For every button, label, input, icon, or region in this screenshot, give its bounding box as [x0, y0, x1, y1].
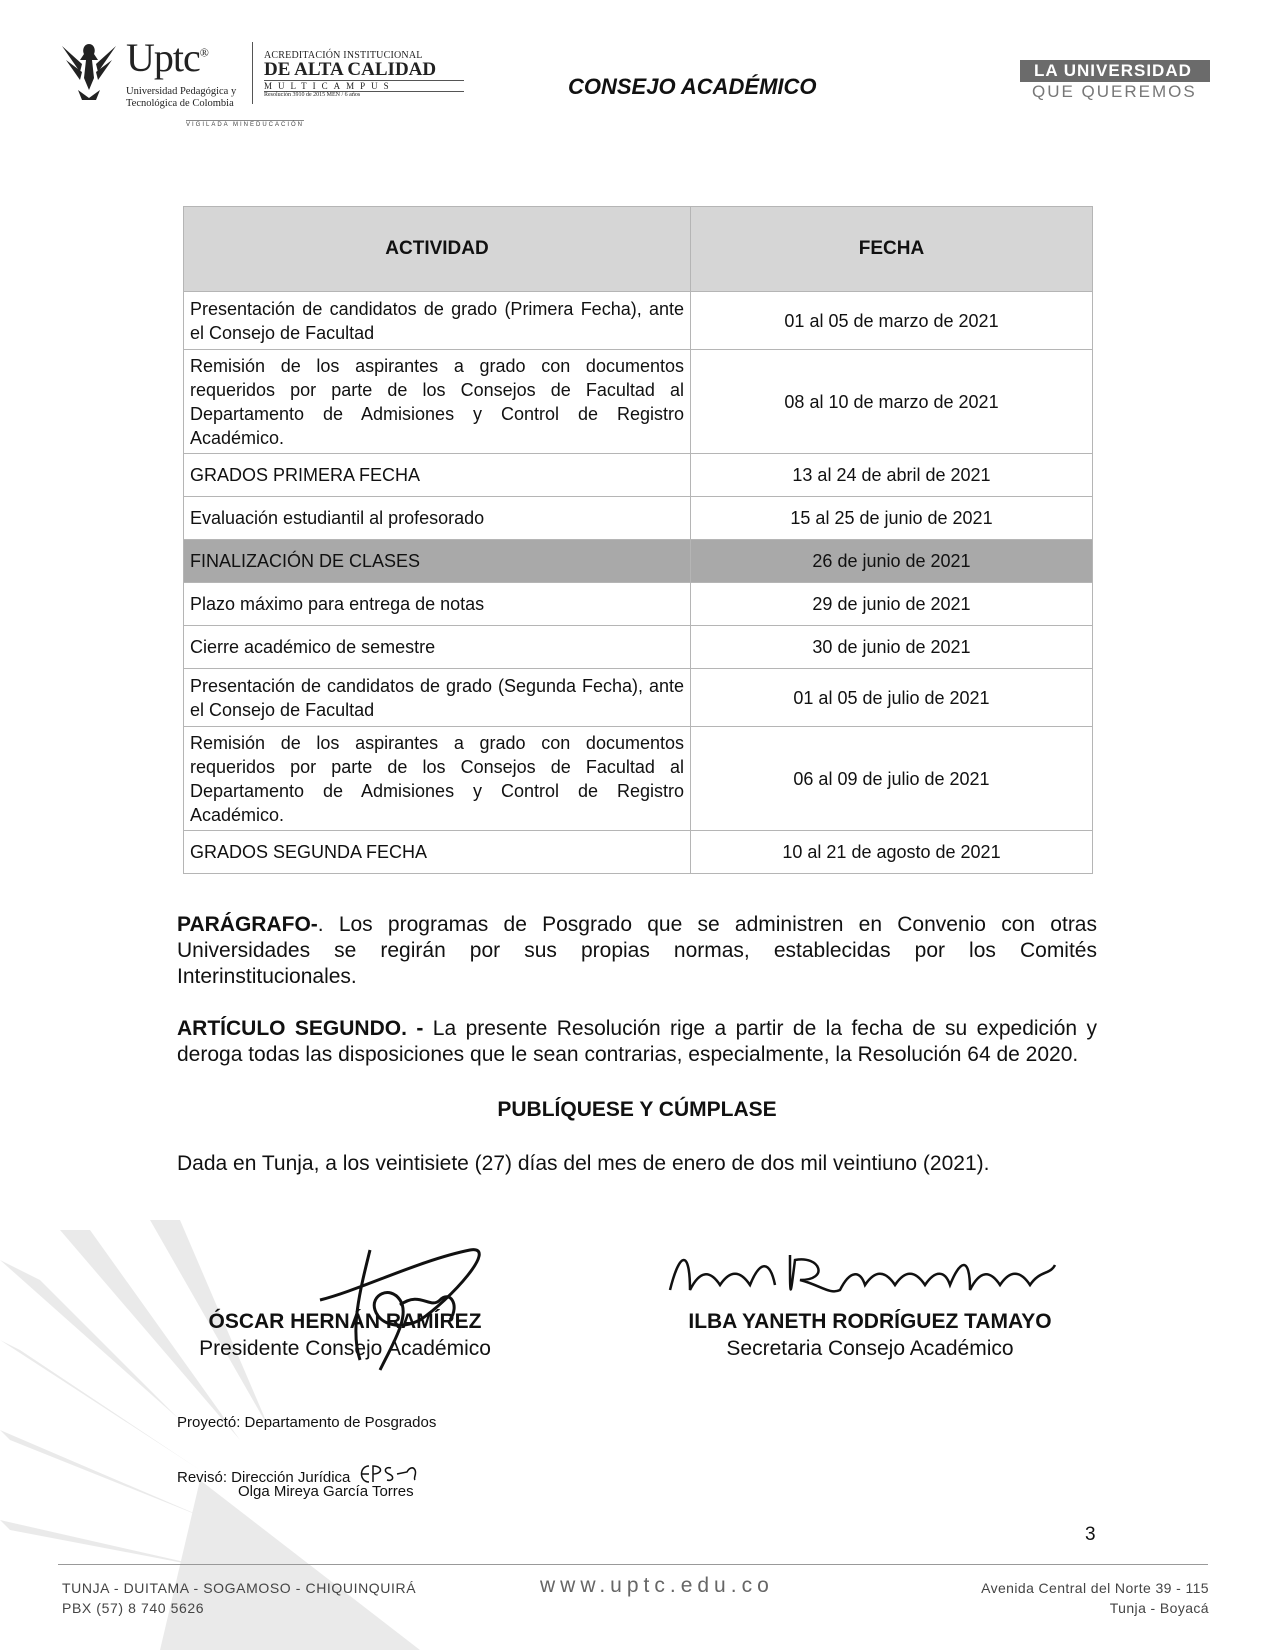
table-row: [184, 669, 1093, 727]
articulo-segundo: [177, 1016, 1097, 1068]
footer-divider: [58, 1564, 1208, 1565]
activity-cell: FINALIZACIÓN DE CLASES: [184, 540, 691, 583]
activity-cell: Remisión de los aspirantes a grado con documentos requeridos por parte de los Consejos de Facultad al Departamento de Admisiones y Control de Registro Académico.: [184, 727, 691, 831]
accreditation-line3: MULTICAMPUS: [264, 80, 464, 92]
footer-city: Tunja - Boyacá: [1109, 1600, 1209, 1616]
signer-right-name: ILBA YANETH RODRÍGUEZ TAMAYO: [688, 1310, 1052, 1333]
articulo-text: La presente Resolución rige a partir de la fecha de su expedición y deroga todas las disposiciones que le sean contrarias, especialmente, la Resolución 64 de 2020.: [177, 1017, 1097, 1066]
slogan: [1020, 60, 1210, 102]
date-cell: 29 de junio de 2021: [691, 583, 1093, 626]
logo-divider: [252, 42, 253, 104]
accreditation-line1: ACREDITACIÓN INSTITUCIONAL: [264, 50, 423, 61]
activity-cell: GRADOS PRIMERA FECHA: [184, 454, 691, 497]
calendar-table: [183, 206, 1093, 874]
table-row: [184, 292, 1093, 350]
footer-right: [981, 1578, 1209, 1618]
signer-left-role: Presidente Consejo Académico: [199, 1337, 491, 1360]
signer-right-role: Secretaria Consejo Académico: [726, 1337, 1014, 1360]
footer-cities: TUNJA - DUITAMA - SOGAMOSO - CHIQUINQUIRÁ: [62, 1580, 417, 1596]
page-title: CONSEJO ACADÉMICO: [568, 74, 817, 99]
page-number: 3: [1085, 1524, 1096, 1545]
table-row: [184, 583, 1093, 626]
table-row: [184, 831, 1093, 874]
date-cell: 06 al 09 de julio de 2021: [691, 727, 1093, 831]
table-row: [184, 497, 1093, 540]
paragrafo-label: PARÁGRAFO-: [177, 913, 318, 936]
activity-cell: Remisión de los aspirantes a grado con documentos requeridos por parte de los Consejos de Facultad al Departamento de Admisiones y Control de Registro Académico.: [184, 350, 691, 454]
activity-cell: Evaluación estudiantil al profesorado: [184, 497, 691, 540]
table-row: [184, 727, 1093, 831]
table-row: [184, 350, 1093, 454]
table-row: [184, 454, 1093, 497]
date-cell: 15 al 25 de junio de 2021: [691, 497, 1093, 540]
slogan-top: LA UNIVERSIDAD: [1020, 60, 1210, 82]
brand-subtitle: Universidad Pedagógica y Tecnológica de Colombia: [126, 86, 237, 109]
reviso-label: Revisó: Dirección Jurídica: [177, 1469, 351, 1486]
table-row: [184, 626, 1093, 669]
publiquese-heading: PUBLÍQUESE Y CÚMPLASE: [497, 1098, 777, 1121]
brand-wordmark: Uptc®: [126, 35, 208, 80]
date-cell: 08 al 10 de marzo de 2021: [691, 350, 1093, 454]
activity-cell: Cierre académico de semestre: [184, 626, 691, 669]
slogan-bottom: QUE QUEREMOS: [1032, 82, 1197, 101]
date-cell: 30 de junio de 2021: [691, 626, 1093, 669]
signature-right: [650, 1308, 1090, 1362]
eagle-emblem-icon: [60, 38, 118, 104]
paragrafo-text: . Los programas de Posgrado que se administren en Convenio con otras Universidades se regirán por sus propias normas, establecidas por los Comités Interinstitucionales.: [177, 913, 1097, 988]
vigilada-label: VIGILADA MINEDUCACIÓN: [186, 122, 305, 128]
column-header-activity: ACTIVIDAD: [184, 207, 691, 292]
articulo-label: ARTÍCULO SEGUNDO. -: [177, 1017, 424, 1040]
activity-cell: Presentación de candidatos de grado (Primera Fecha), ante el Consejo de Facultad: [184, 292, 691, 350]
signer-left-name: ÓSCAR HERNÁN RAMÍREZ: [208, 1310, 482, 1333]
date-cell: 10 al 21 de agosto de 2021: [691, 831, 1093, 874]
page-header: [0, 0, 1275, 140]
proyecto-note: Proyectó: Departamento de Posgrados: [177, 1414, 437, 1431]
footer-address: Avenida Central del Norte 39 - 115: [981, 1580, 1209, 1596]
signature-right-icon: [660, 1240, 1060, 1310]
reviso-name: Olga Mireya García Torres: [238, 1483, 414, 1500]
accreditation-badge: [264, 50, 464, 98]
uptc-logo: [60, 36, 460, 132]
paragrafo: [177, 912, 1097, 990]
activity-cell: Presentación de candidatos de grado (Segunda Fecha), ante el Consejo de Facultad: [184, 669, 691, 727]
activity-cell: Plazo máximo para entrega de notas: [184, 583, 691, 626]
column-header-date: FECHA: [691, 207, 1093, 292]
activity-cell: GRADOS SEGUNDA FECHA: [184, 831, 691, 874]
dada-statement: Dada en Tunja, a los veintisiete (27) días del mes de enero de dos mil veintiuno (2021).: [177, 1152, 990, 1175]
footer-website: www.uptc.edu.co: [540, 1574, 774, 1597]
date-cell: 26 de junio de 2021: [691, 540, 1093, 583]
accreditation-line4: Resolución 3910 de 2015 MEN / 6 años: [264, 92, 361, 98]
date-cell: 01 al 05 de marzo de 2021: [691, 292, 1093, 350]
date-cell: 01 al 05 de julio de 2021: [691, 669, 1093, 727]
signature-left: [160, 1308, 530, 1362]
date-cell: 13 al 24 de abril de 2021: [691, 454, 1093, 497]
table-header-row: [184, 207, 1093, 292]
footer-left: [62, 1578, 416, 1618]
accreditation-line2: DE ALTA CALIDAD: [264, 59, 437, 80]
footer-phone: PBX (57) 8 740 5626: [62, 1600, 205, 1616]
table-row-highlighted: [184, 540, 1093, 583]
